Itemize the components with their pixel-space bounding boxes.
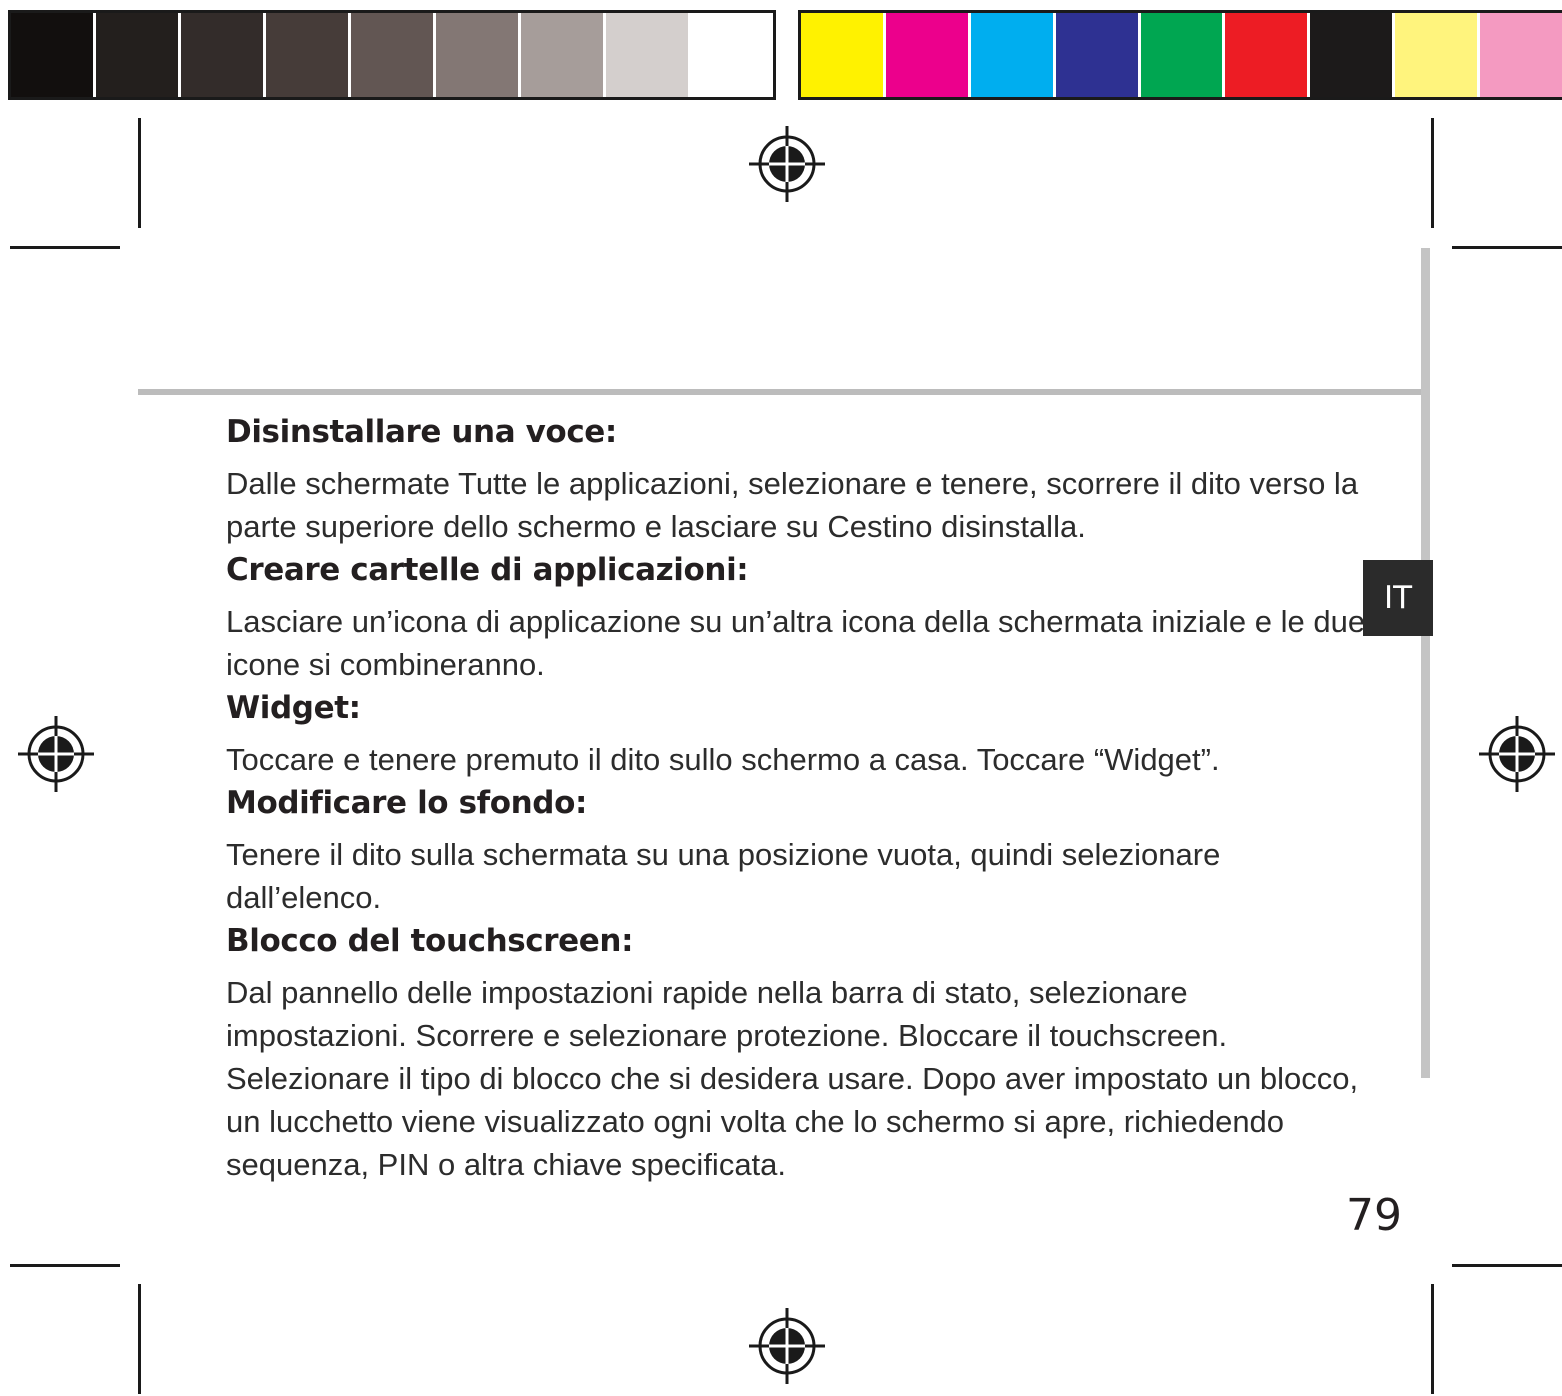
crop-mark xyxy=(1431,1284,1434,1394)
registration-mark-icon xyxy=(749,1308,825,1384)
section-body: Tenere il dito sulla schermata su una posizione vuota, quindi selezionare dall’elenco. xyxy=(226,837,1221,915)
section-body: Dal pannello delle impostazioni rapide nella barra di stato, selezionare impostazioni. Scorrere e selezionare protezione. Bloccare il touchscreen. Selezionare il tipo di blocco che si desidera usare. Dopo aver impostato un blocco, un lucchetto viene visualizzato ogni volta che lo schermo si apre, richiedendo sequenza, PIN o altra chiave specificata. xyxy=(226,975,1359,1182)
crop-mark xyxy=(10,246,120,249)
gray-swatch xyxy=(96,13,181,97)
section-heading: Creare cartelle di applicazioni: xyxy=(226,552,749,588)
crop-mark xyxy=(138,118,141,228)
registration-mark-icon xyxy=(749,126,825,202)
gray-swatch xyxy=(521,13,606,97)
color-swatch xyxy=(1395,13,1480,97)
section-body: Lasciare un’icona di applicazione su un’altra icona della schermata iniziale e le due icone si combineranno. xyxy=(226,604,1366,682)
section-heading: Disinstallare una voce: xyxy=(226,414,617,450)
side-rule xyxy=(1421,248,1430,1078)
gray-swatch xyxy=(606,13,691,97)
page-number: 79 xyxy=(1346,1190,1402,1241)
gray-swatch xyxy=(11,13,96,97)
color-swatch xyxy=(801,13,886,97)
section-heading: Widget: xyxy=(226,690,361,726)
color-swatch xyxy=(1056,13,1141,97)
crop-mark xyxy=(1431,118,1434,228)
registration-mark-icon xyxy=(1479,716,1555,792)
section-body: Toccare e tenere premuto il dito sullo schermo a casa. Toccare “Widget”. xyxy=(226,742,1220,777)
color-swatch xyxy=(1310,13,1395,97)
color-swatch xyxy=(1480,13,1562,97)
cmyk-color-bar xyxy=(798,10,1562,100)
page-content xyxy=(226,410,1366,1186)
crop-mark xyxy=(1452,1264,1562,1267)
section-heading: Blocco del touchscreen: xyxy=(226,923,634,959)
section-touchscreen-lock xyxy=(226,919,1366,1186)
section-wallpaper xyxy=(226,781,1366,919)
grayscale-color-bar xyxy=(8,10,776,100)
gray-swatch xyxy=(351,13,436,97)
section-body: Dalle schermate Tutte le applicazioni, selezionare e tenere, scorrere il dito verso la parte superiore dello schermo e lasciare su Cestino disinstalla. xyxy=(226,466,1359,544)
section-widget xyxy=(226,686,1366,781)
section-create-folders xyxy=(226,548,1366,686)
registration-mark-icon xyxy=(18,716,94,792)
crop-mark xyxy=(10,1264,120,1267)
gray-swatch xyxy=(266,13,351,97)
gray-swatch xyxy=(181,13,266,97)
gray-swatch xyxy=(691,13,773,97)
language-tab: IT xyxy=(1363,560,1433,636)
color-swatch xyxy=(886,13,971,97)
section-uninstall xyxy=(226,410,1366,548)
section-heading: Modificare lo sfondo: xyxy=(226,785,587,821)
color-swatch xyxy=(971,13,1056,97)
color-swatch xyxy=(1225,13,1310,97)
gray-swatch xyxy=(436,13,521,97)
crop-mark xyxy=(138,1284,141,1394)
crop-mark xyxy=(1452,246,1562,249)
header-rule xyxy=(138,389,1428,395)
color-swatch xyxy=(1141,13,1226,97)
